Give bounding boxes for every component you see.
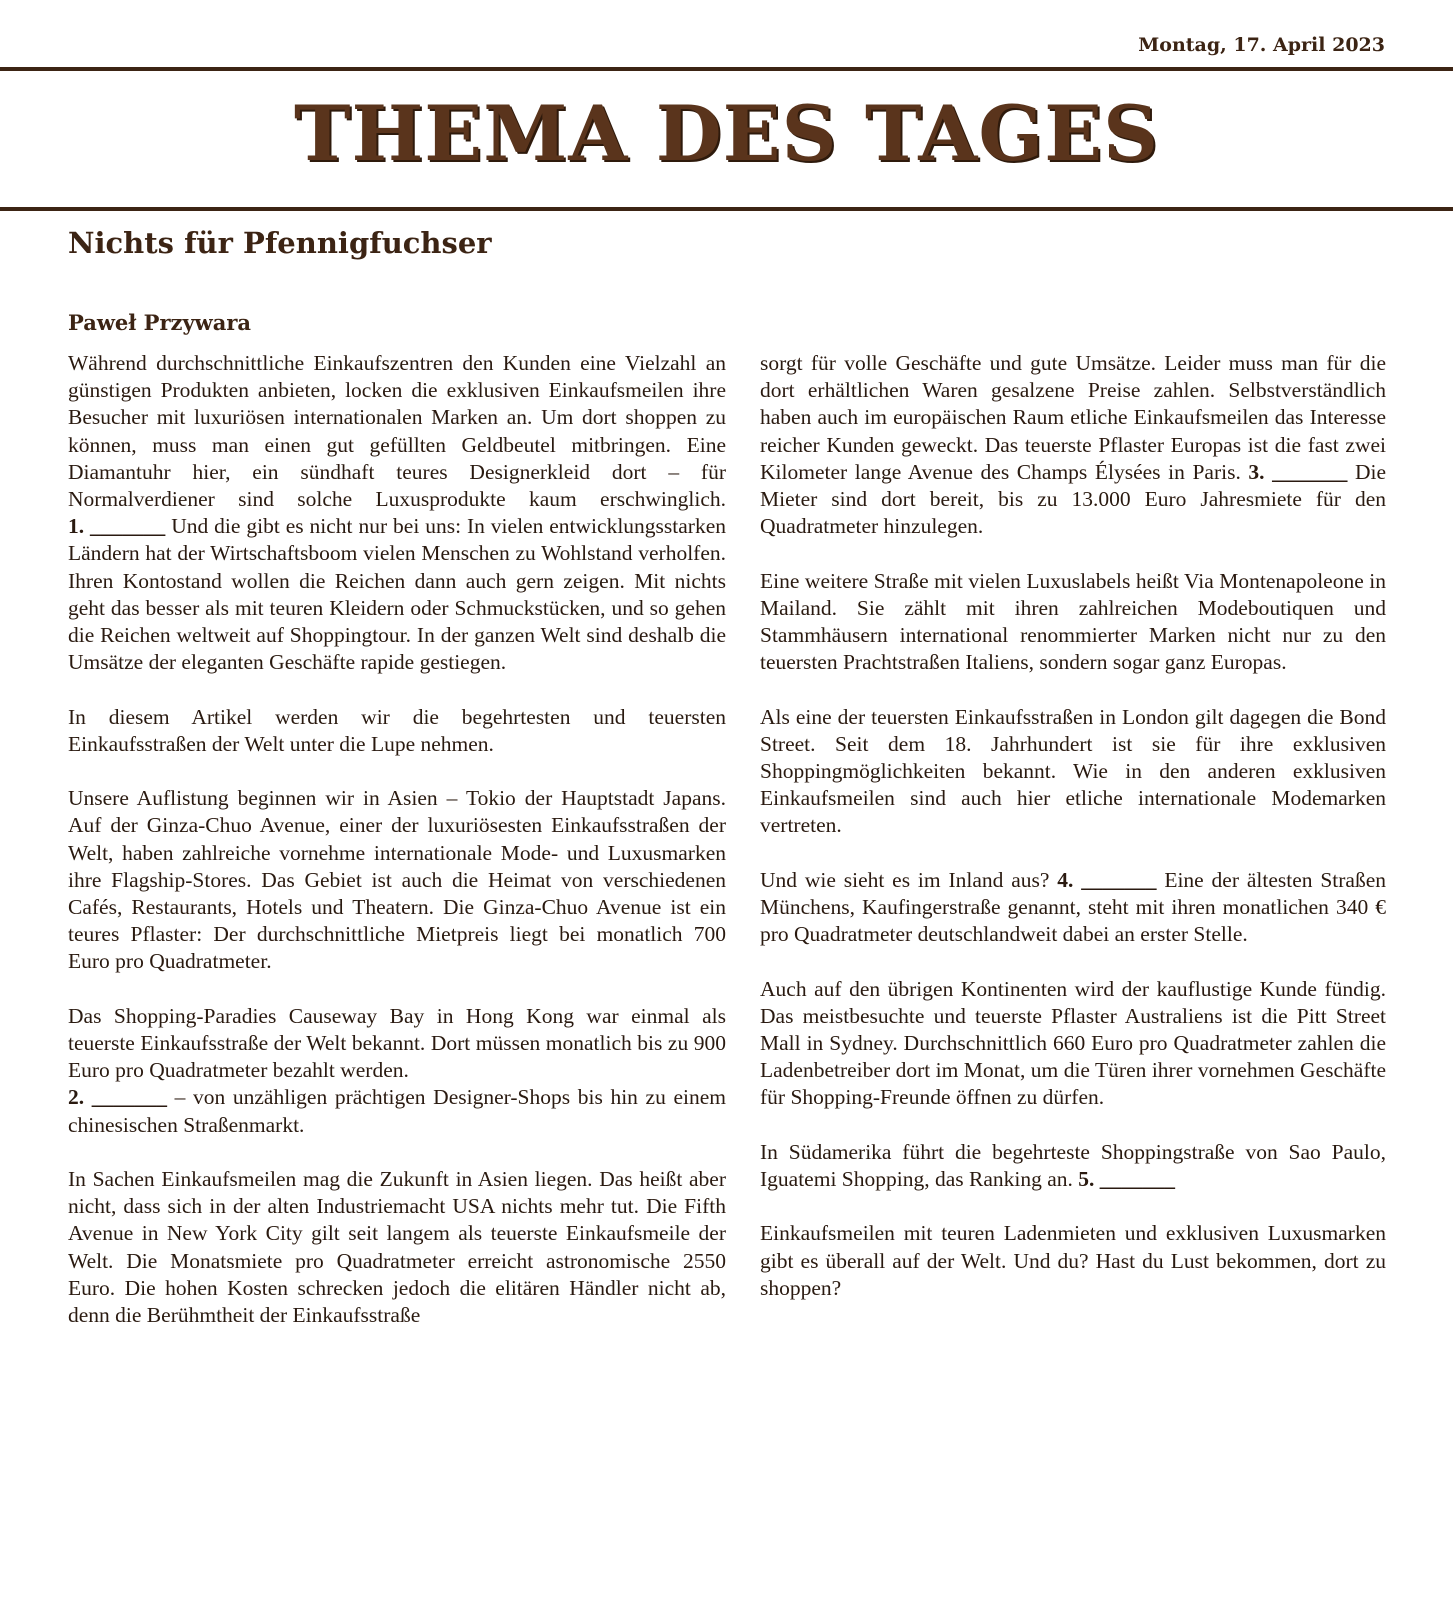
- gap-3[interactable]: 3. _______: [1248, 459, 1348, 484]
- paragraph: In Südamerika führt die begehrteste Shoppingstraße von Sao Paulo, Iguatemi Shopping, das Ranking an. 5. _______: [760, 1139, 1386, 1192]
- paragraph: Einkaufsmeilen mit teuren Ladenmieten und exklusiven Luxusmarken gibt es überall auf der Welt. Und du? Hast du Lust bekommen, dort zu shoppen?: [760, 1221, 1386, 1300]
- paragraph: Während durchschnittliche Einkaufszentren den Kunden eine Vielzahl an günstigen Produkten anbieten, locken die exklusiven Einkaufsmeilen ihre Besucher mit luxuriösen internationalen Marken an. Um dort shoppen zu können, muss man einen gut gefüllten Geldbeutel mitbringen. Eine Diamantuhr hier, ein sündhaft teures Designerkleid dort – für Normalverdiener sind solche Luxusprodukte kaum erschwinglich. 1. _______ Und die gibt es nicht nur bei uns: In vielen entwicklungsstarken Ländern hat der Wirtschaftsboom vielen Menschen zu Wohlstand verholfen. Ihren Kontostand wollen die Reichen dann auch gern zeigen. Mit nichts geht das besser als mit teuren Kleidern oder Schmuckstücken, und so gehen die Reichen weltweit auf Shoppingtour. In der ganzen Welt sind deshalb die Umsätze der eleganten Geschäfte rapide gestiegen.: [68, 351, 726, 675]
- paragraph: Unsere Auflistung beginnen wir in Asien – Tokio der Hauptstadt Japans. Auf der Ginza-Chuo Avenue, einer der luxuriösesten Einkaufsstraßen der Welt, haben zahlreiche vornehme internationale Mode- und Luxusmarken ihre Flagship-Stores. Das Gebiet ist auch die Heimat von verschiedenen Cafés, Restaurants, Hotels und Theatern. Die Ginza-Chuo Avenue ist ein teures Pflaster: Der durchschnittliche Mietpreis liegt bei monatlich 700 Euro pro Quadratmeter.: [68, 786, 726, 974]
- article-author: Paweł Przywara: [68, 310, 252, 335]
- top-rule: [0, 67, 1453, 71]
- gap-4[interactable]: 4. _______: [1057, 867, 1157, 892]
- gap-5[interactable]: 5. _______: [1078, 1167, 1176, 1192]
- article-column-left: [68, 350, 726, 1329]
- paragraph: Das Shopping-Paradies Causeway Bay in Hong Kong war einmal als teuerste Einkaufsstraße der Welt bekannt. Dort müssen monatlich bis zu 900 Euro pro Quadratmeter bezahlt werden. 2. _______ – von unzähligen prächtigen Designer-Shops bis hin zu einem chinesischen Straßenmarkt.: [68, 1003, 726, 1137]
- gap-1[interactable]: 1. _______: [68, 514, 166, 539]
- bottom-rule: [0, 207, 1453, 211]
- paragraph: Und wie sieht es im Inland aus? 4. _______ Eine der ältesten Straßen Münchens, Kaufingerstraße genannt, steht mit ihren monatlichen 340 € pro Quadratmeter deutschlandweit dabei an erster Stelle.: [760, 867, 1387, 947]
- article-headline: Nichts für Pfennigfuchser: [68, 226, 492, 260]
- gap-2[interactable]: 2. _______: [68, 1085, 167, 1110]
- article-column-right: [760, 350, 1386, 1302]
- paragraph: In diesem Artikel werden wir die begehrtesten und teuersten Einkaufsstraßen der Welt unter die Lupe nehmen.: [68, 704, 726, 756]
- paragraph: Als eine der teuersten Einkaufsstraßen in London gilt dagegen die Bond Street. Seit dem 18. Jahrhundert ist sie für ihre exklusiven Shoppingmöglichkeiten bekannt. Wie in den anderen exklusiven Einkaufsmeilen sind auch hier etliche internationale Modemarken vertreten.: [760, 704, 1386, 838]
- paragraph: In Sachen Einkaufsmeilen mag die Zukunft in Asien liegen. Das heißt aber nicht, dass sich in der alten Industriemacht USA nichts mehr tut. Die Fifth Avenue in New York City gilt seit langem als teuerste Einkaufsmeile der Welt. Die Monatsmiete pro Quadratmeter erreicht astronomische 2550 Euro. Die hohen Kosten schrecken jedoch die elitären Händler nicht ab, denn die Berühmtheit der Einkaufsstraße: [68, 1167, 726, 1328]
- issue-date: Montag, 17. April 2023: [1138, 34, 1385, 56]
- paragraph: Eine weitere Straße mit vielen Luxuslabels heißt Via Montenapoleone in Mailand. Sie zählt mit ihren zahlreichen Modeboutiquen und Stammhäusern international renommierter Marken nicht nur zu den teuersten Prachtstraßen Italiens, sondern sogar ganz Europas.: [760, 568, 1386, 675]
- paragraph: sorgt für volle Geschäfte und gute Umsätze. Leider muss man für die dort erhältlichen Waren gesalzene Preise zahlen. Selbstverständlich haben auch im europäischen Raum etliche Einkaufsmeilen das Interesse reicher Kunden geweckt. Das teuerste Pflaster Europas ist die fast zwei Kilometer lange Avenue des Champs Élysées in Paris. 3. _______ Die Mieter sind dort bereit, bis zu 13.000 Euro Jahresmiete für den Quadratmeter hinzulegen.: [760, 351, 1387, 539]
- paragraph: Auch auf den übrigen Kontinenten wird der kauflustige Kunde fündig. Das meistbesuchte und teuerste Pflaster Australiens ist die Pitt Street Mall in Sydney. Durchschnittlich 660 Euro pro Quadratmeter zahlen die Ladenbetreiber dort im Monat, um die Türen ihrer vornehmen Geschäfte für Shopping-Freunde öffnen zu dürfen.: [760, 976, 1386, 1110]
- masthead-title: THEMA DES TAGES: [293, 89, 1160, 178]
